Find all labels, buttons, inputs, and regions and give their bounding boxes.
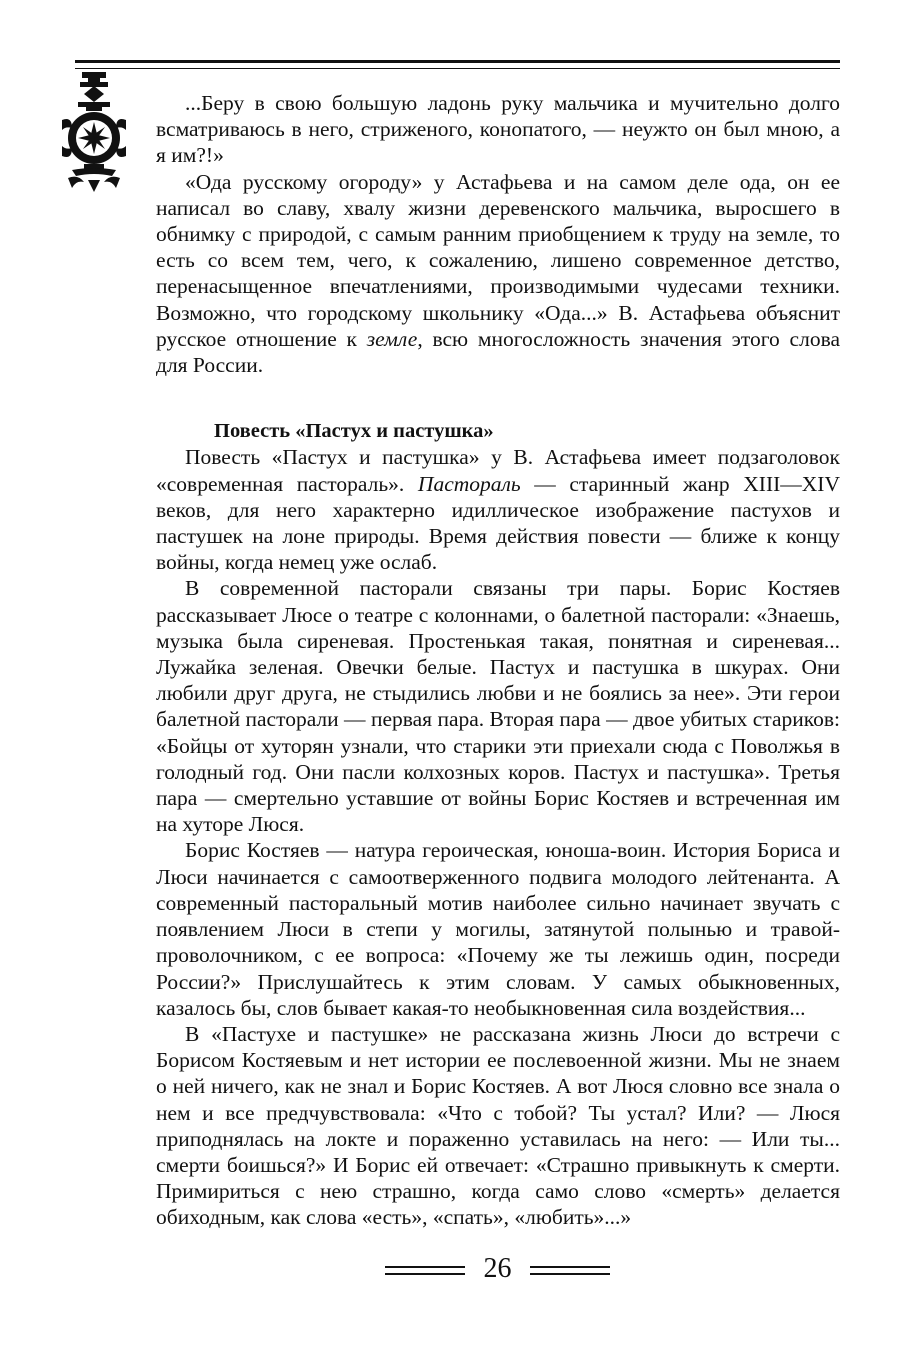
paragraph-intro-part2: — старинный жанр XIII—XIV веков, для него характерно идиллическое изображение пастухов и пастушек на лоне природы. Время действия повести — ближе к концу войны, когда немец уже ослаб.	[156, 471, 840, 575]
paragraph-oda-part2: , всю многосложность значения этого слова для России.	[156, 326, 840, 378]
paragraph-three-pairs: В современной пасторали связаны три пары. Борис Костяев рассказывает Люсе о театре с колоннами, о балетной пасторали: «Знаешь, музыка была сиреневая. Простенькая такая, понятная и сиреневая... Лужайка зеленая. Овечки белые. Пастух и пастушка в шкурах. Они любили друг друга, не стыдились любви и не боялись за нее». Эти герои балетной пасторали — первая пара. Вторая пара — двое убитых стариков: «Бойцы от хуторян узнали, что старики эти приехали сюда с Поволжья в голодный год. Они пасли колхозных коров. Пастух и пастушка». Третья пара — смертельно уставшие от войны Борис Костяев и встреченная им на хуторе Люся.	[156, 576, 840, 837]
page-body	[156, 90, 840, 1231]
top-double-rule	[75, 60, 840, 69]
italic-zemle: земле	[366, 326, 418, 351]
page-footer	[385, 1255, 610, 1289]
ornament-icon	[58, 70, 130, 195]
paragraph-lusia: В «Пастухе и пастушке» не рассказана жизнь Люси до встречи с Борисом Костяевым и нет истории ее послевоенной жизни. Мы не знаем о ней ничего, как не знал и Борис Костяев. А вот Люся словно все знала о нем и все предчувствовала: «Что с тобой? Ты устал? Или? — Люся приподнялась на локте и пораженно уставилась на него: — Или ты... смерти боишься?» И Борис ей отвечает: «Страшно привыкнуть к смерти. Примириться с нею страшно, когда само слово «смерть» делается обиходным, как слова «есть», «спать», «любить»...»	[156, 1021, 840, 1230]
paragraph-boris: Борис Костяев — натура героическая, юноша-воин. История Бориса и Люси начинается с самоотверженного подвига молодого лейтенанта. А современный пасторальный мотив наиболее сильно начинает звучать с появлением Люси в степи у могилы, затянутой полынью и травой-проволочником, с ее вопроса: «Почему же ты лежишь один, посреди России?» Прислушайтесь к этим словам. У самых обыкновенных, казалось бы, слов бывает какая-то необыкновенная сила воздействия...	[156, 838, 840, 1020]
paragraph-oda-part1: «Ода русскому огороду» у Астафьева и на самом деле ода, он ее написал во славу, хвалу жизни деревенского мальчика, выросшего в обнимку с природой, с самым ранним приобщением к труду на земле, то есть со всем тем, чего, к сожалению, лишено современное детство, перенасыщенное впечатлениями, производимыми чудесами техники. Возможно, что городскому школьнику «Ода...» В. Астафьева объяснит русское отношение к	[156, 169, 840, 351]
section-heading: Повесть «Пастух и пастушка»	[214, 420, 494, 443]
italic-pastoral: Пастораль	[417, 471, 521, 496]
paragraph-oda	[156, 169, 840, 379]
footer-rule-left	[385, 1266, 465, 1275]
page-number: 26	[483, 1253, 512, 1284]
paragraph-quote-end: ...Беру в свою большую ладонь руку мальчика и мучительно долго всматриваюсь в него, стриженого, конопатого, — неужто он был мною, а я им?!»	[156, 91, 840, 168]
paragraph-intro	[156, 444, 840, 575]
paragraph-intro-part1: Повесть «Пастух и пастушка» у В. Астафьева имеет подзаголовок «современная пастораль».	[156, 445, 840, 496]
footer-rule-right	[530, 1266, 610, 1275]
